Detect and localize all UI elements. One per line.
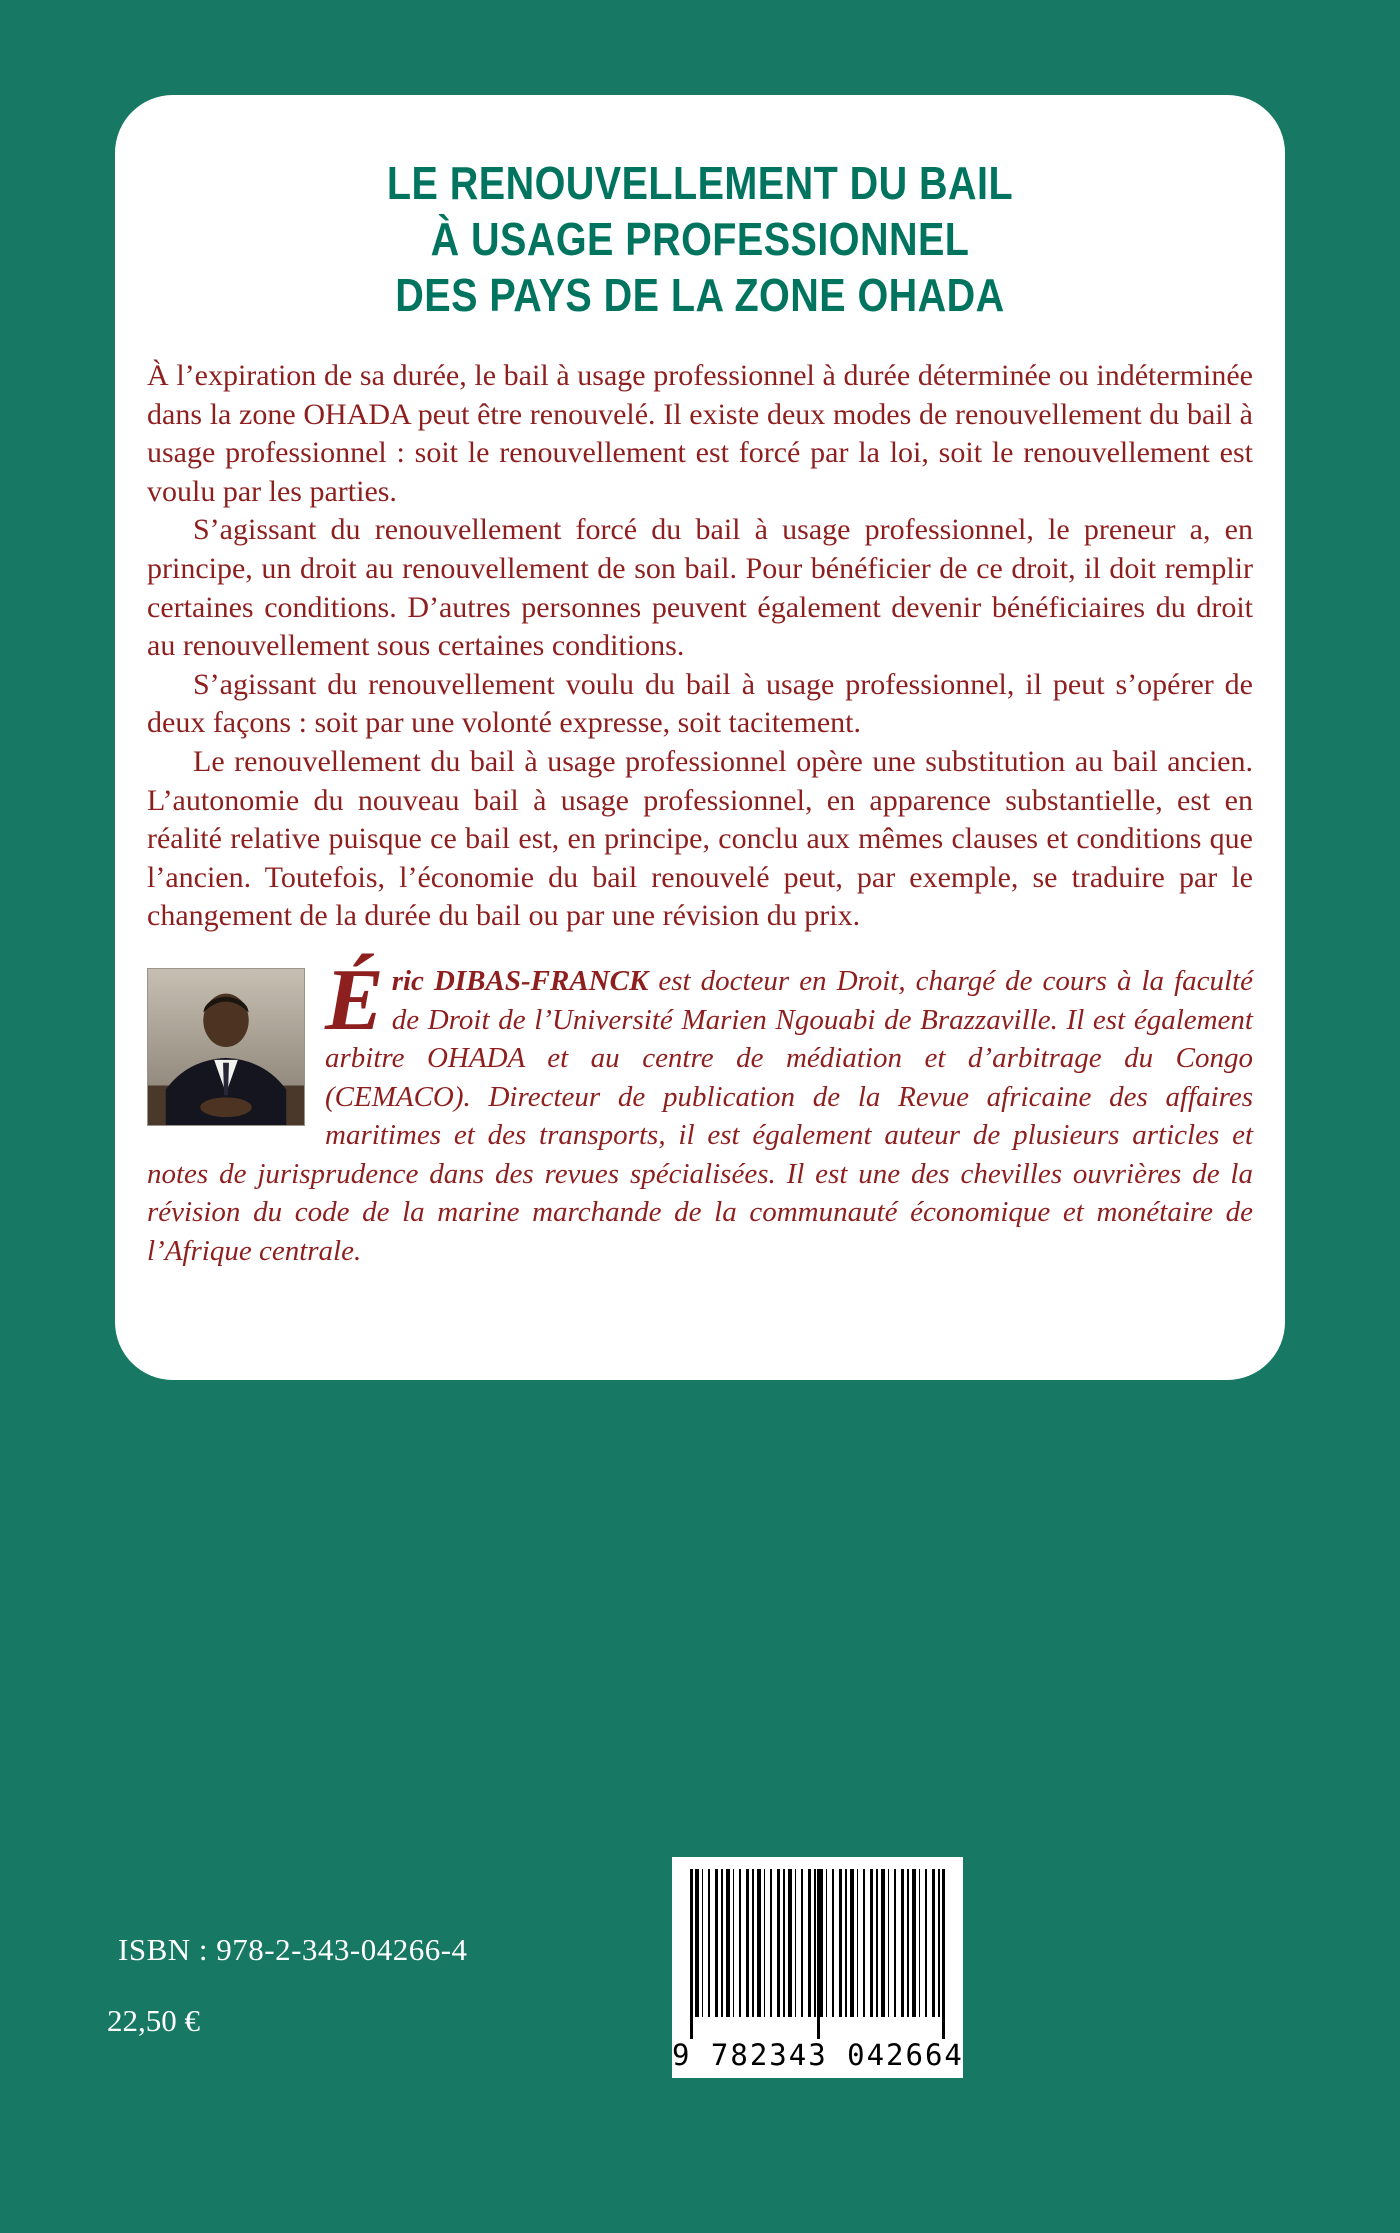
author-portrait-image [148,969,304,1125]
barcode-guard-right [942,1869,945,2039]
paragraph-3: S’agissant du renouvellement voulu du bail à usage professionnel, il peut s’opérer de deux façons : soit par une volonté expresse, soit tacitement. [147,667,1253,740]
paragraph-4: Le renouvellement du bail à usage professionnel opère une substitution au bail ancien. L’autonomie du nouveau bail à usage professionnel, en apparence substantielle, est en réalité relative puisque ce bail est, en principe, conclu aux mêmes clauses et conditions que l’ancien. Toutefois, l’économie du bail renouvelé peut, par exemple, se traduire par le changement de la durée du bail ou par une révision du prix. [147,744,1253,933]
bio-text: est docteur en Droit, chargé de cours à la faculté de Droit de l’Université Marien Ngouabi de Brazzaville. Il est également arbitre OHADA et au centre de médiation et d’arbitrage du Congo (CEMACO). Directeur de publication de la Revue africaine des affaires maritimes et des transports, il est également auteur de plusieurs articles et notes de jurisprudence dans des revues spécialisées. Il est une des chevilles ouvrières de la révision du code de la marine marchande de la communauté économique et monétaire de l’Afrique centrale. [147,964,1253,1268]
isbn-text: ISBN : 978-2-343-04266-4 [118,1932,468,1967]
barcode-digits: 9 782343 042664 [672,2038,964,2072]
title-line-3: DES PAYS DE LA ZONE OHADA [395,269,1005,321]
title-line-1: LE RENOUVELLEMENT DU BAIL [386,157,1014,209]
paragraph-2: S’agissant du renouvellement forcé du bail à usage professionnel, le preneur a, en principe, un droit au renouvellement de son bail. Pour bénéficier de ce droit, il doit remplir certaines conditions. D’autres personnes peuvent également devenir bénéficiaires du droit au renouvellement sous certaines conditions. [147,513,1253,663]
bio-dropcap: É [325,951,384,1049]
barcode-guard-middle [817,1869,820,2039]
book-title [224,155,1175,323]
back-cover-text [147,357,1253,936]
barcode-guard-left [690,1869,693,2039]
title-line-2: À USAGE PROFESSIONNEL [430,213,970,265]
author-photo [147,968,305,1126]
author-bio [147,951,1253,1271]
price-text: 22,50 € [107,2003,200,2038]
paragraph-1: À l’expiration de sa durée, le bail à usage professionnel à durée déterminée ou indéterminée dans la zone OHADA peut être renouvelé. Il existe deux modes de renouvellement du bail à usage professionnel : soit le renouvellement est forcé par la loi, soit le renouvellement est voulu par les parties. [147,359,1253,508]
cover-card [115,95,1285,1380]
author-name: ric DIBAS-FRANCK [391,964,649,997]
barcode [672,1857,963,2078]
